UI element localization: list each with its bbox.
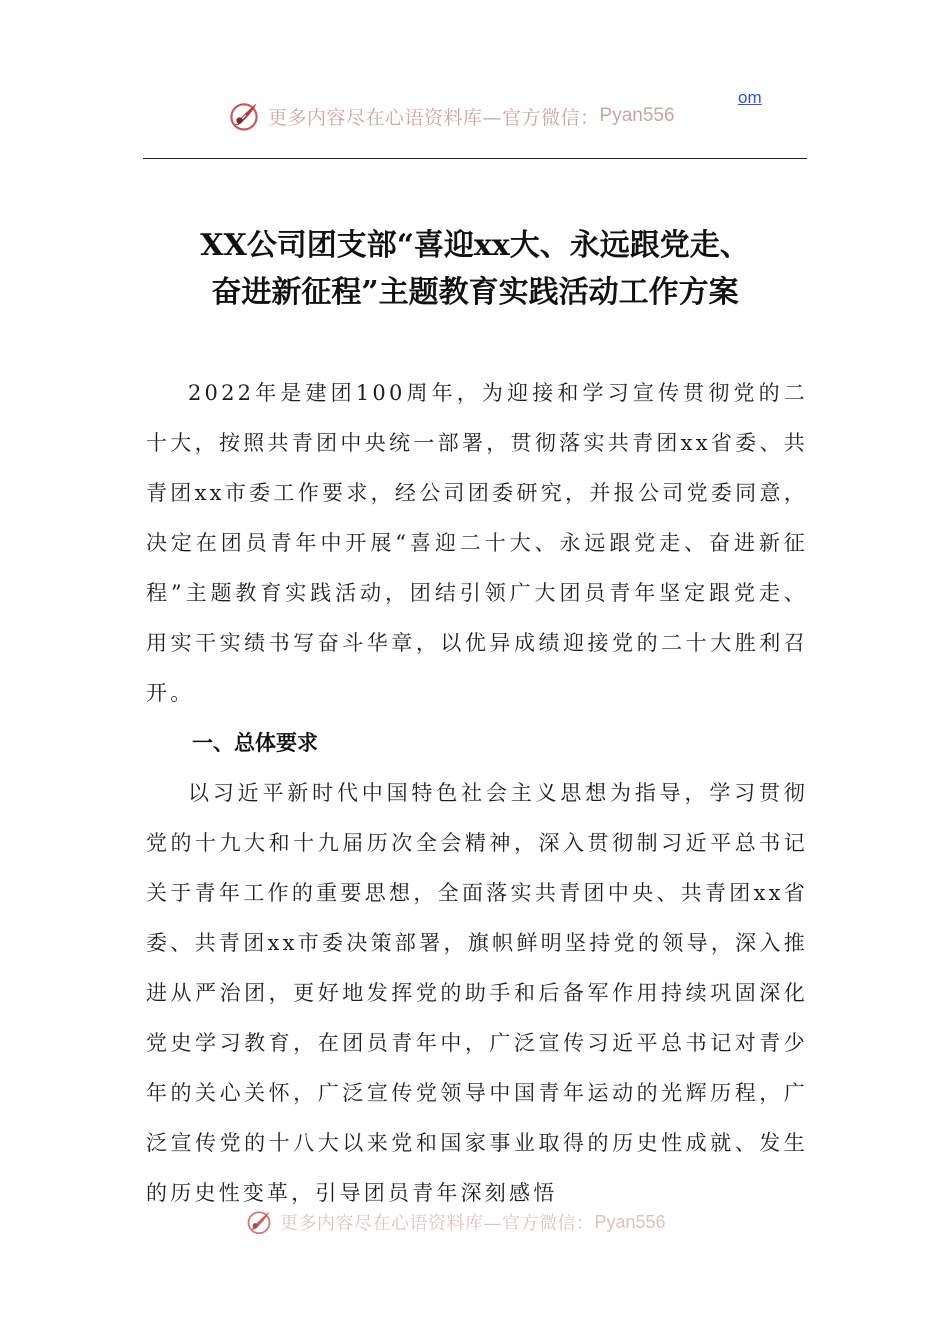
title-line-1: XX公司团支部“喜迎xx大、永远跟党走、 [200, 228, 750, 263]
header-watermark-text: 更多内容尽在心语资料库—官方微信： [268, 106, 600, 129]
section-paragraph: 以习近平新时代中国特色社会主义思想为指导，学习贯彻党的十九大和十九届历次全会精神，深入贯彻制习近平总书记关于青年工作的重要思想，全面落实共青团中央、共青团xx省委、共青团xx市委决策部署，旗帜鲜明坚持党的领导，深入推进从严治团，更好地发挥党的助手和后备军作用持续巩固深化党史学习教育，在团员青年中，广泛宣传习近平总书记对青少年的关心关怀，广泛宣传党领导中国青年运动的光辉历程，广泛宣传党的十八大以来党和国家事业取得的历史性成就、发生的历史性变革，引导团员青年深刻感悟 [146, 781, 808, 1205]
header-divider [143, 158, 807, 159]
document-title [130, 222, 820, 316]
footer-watermark [244, 1204, 666, 1240]
footer-watermark-id: Pyan556 [594, 1211, 666, 1232]
header-watermark-id: Pyan556 [599, 105, 675, 126]
section-heading: 一、总体要求 [192, 731, 318, 755]
intro-paragraph: 2022年是建团100周年，为迎接和学习宣传贯彻党的二十大，按照共青团中央统一部署，贯彻落实共青团xx省委、共青团xx市委工作要求，经公司团委研究，并报公司党委同意，决定在团员青年中开展“喜迎二十大、永远跟党走、奋进新征程”主题教育实践活动，团结引领广大团员青年坚定跟党走、用实干实绩书写奋斗华章，以优异成绩迎接党的二十大胜利召开。 [146, 381, 808, 705]
title-line-2: 奋进新征程”主题教育实践活动工作方案 [211, 275, 739, 310]
header-watermark [226, 96, 675, 136]
quill-logo-icon [226, 98, 262, 134]
footer-watermark-text: 更多内容尽在心语资料库—官方微信： [280, 1213, 595, 1234]
quill-logo-icon [244, 1207, 274, 1237]
document-body [146, 368, 808, 1218]
header-link[interactable]: om [738, 88, 762, 107]
